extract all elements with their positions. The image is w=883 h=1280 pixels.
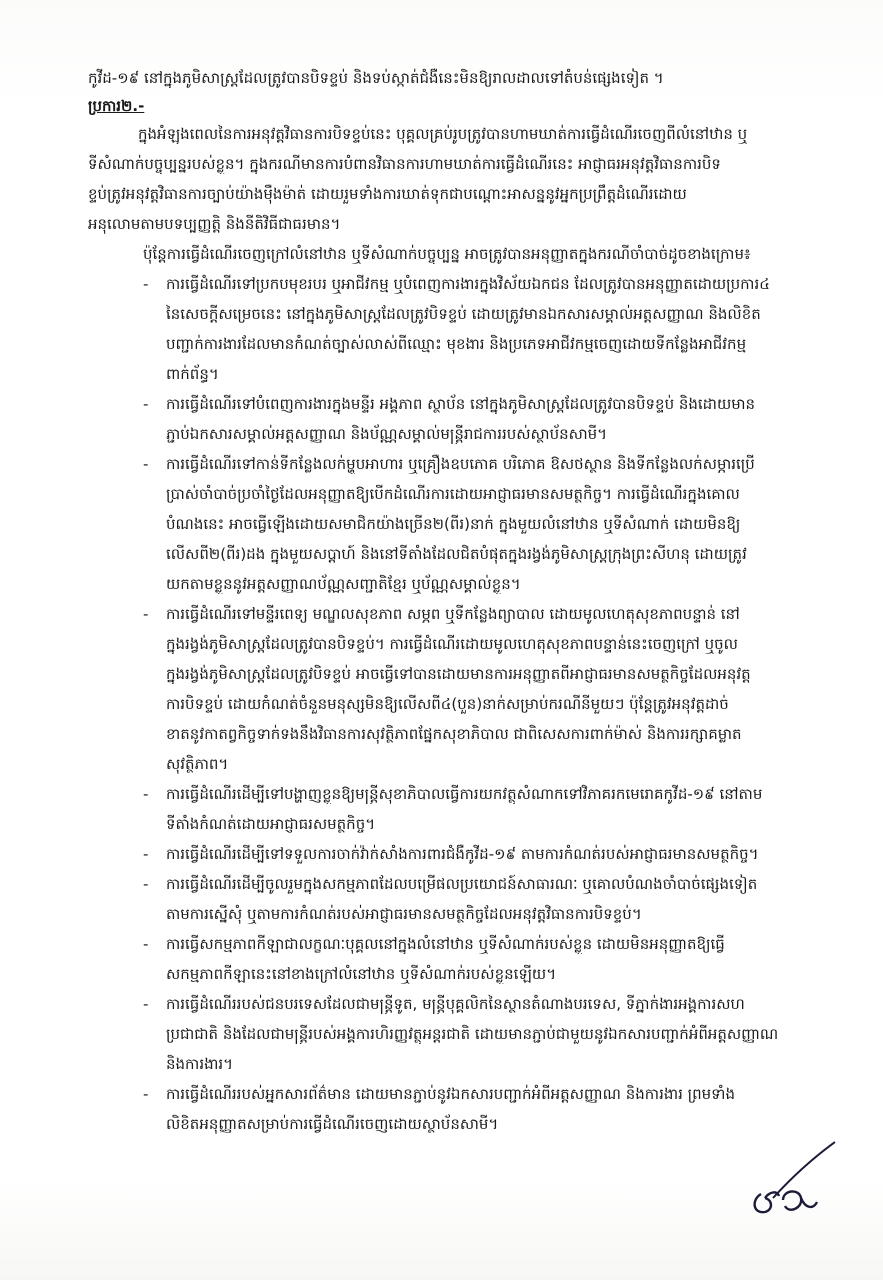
list-item <box>88 394 825 444</box>
list-item-line: ខាតនូវកាតព្វកិច្ចទាក់ទងនឹងវិធានការសុវត្ថិភាពផ្នែកសុខាភិបាល ជាពិសេសការពាក់ម៉ាស់ និងការរក្សាគម្លាត <box>166 725 742 743</box>
list-item-line: ការធ្វើដំណើររបស់ជនបរទេសដែលជាមន្ត្រីទូត, មន្ត្រីបុគ្គលិកនៃស្ថានតំណាងបរទេស, ទីភ្នាក់ងារអង្គការសហ <box>166 995 745 1013</box>
list-item <box>88 604 825 774</box>
list-item-line: លើសពី២(ពីរ)ដង ក្នុងមួយសប្តាហ៍ និងនៅទីតាំងដែលជិតបំផុតក្នុងរង្វង់ភូមិសាស្ត្រក្រុងព្រះសីហនុ ដោយត្រូវ <box>166 545 747 563</box>
list-item <box>88 874 825 924</box>
bullet-dash: - <box>143 455 149 473</box>
bullet-dash: - <box>143 875 149 893</box>
paragraph-line: ខ្ទប់ត្រូវអនុវត្តវិធានការច្បាប់យ៉ាងម៉ឺងម៉ាត់ ដោយរួមទាំងការឃាត់ទុកជាបណ្តោះអាសន្ននូវអ្នកប្រព្រឹត្តដំណើរដោយ <box>88 185 687 203</box>
list-item <box>88 454 825 594</box>
list-item-line: ការធ្វើដំណើរទៅកាន់ទីកន្លែងលក់ម្ហូបអាហារ ឬគ្រឿងឧបភោគ បរិភោគ ឱសថស្ថាន និងទីកន្លែងលក់សម្ភារប្រើ <box>166 455 755 473</box>
paragraph-line: អនុលោមតាមបទប្បញ្ញត្តិ និងនីតិវិធីជាធរមាន។ <box>88 215 341 233</box>
list-item-line: តាមការស្នើសុំ ឬតាមការកំណត់របស់អាជ្ញាធរមានសមត្ថកិច្ចដែលអនុវត្តវិធានការបិទខ្ទប់។ <box>166 905 642 923</box>
bullet-dash: - <box>143 605 149 623</box>
bullet-dash: - <box>143 1085 149 1103</box>
list-item-line: សុវត្ថិភាព។ <box>166 755 229 773</box>
list-item-line: យកតាមខ្លួននូវអត្តសញ្ញាណប័ណ្ណសញ្ជាតិខ្មែរ ឬប័ណ្ណសម្គាល់ខ្លួន។ <box>166 575 521 593</box>
initials-signature <box>743 1138 843 1218</box>
list-item-line: ការធ្វើដំណើរដើម្បីទៅទទួលការចាក់វ៉ាក់សាំងការពារជំងឺកូវីដ-១៩ តាមការកំណត់របស់អាជ្ញាធរមានសមត្ថកិច្ច។ <box>166 845 759 863</box>
paragraph-line: ក្នុងអំឡុងពេលនៃការអនុវត្តវិធានការបិទខ្ទប់នេះ បុគ្គលគ្រប់រូបត្រូវបានហាមឃាត់ការធ្វើដំណើរចេញពីលំនៅឋាន ឬ <box>138 125 748 143</box>
bullet-dash: - <box>143 935 149 953</box>
list-item-line: ក្នុងរង្វង់ភូមិសាស្ត្រដែលត្រូវបានបិទខ្ទប់។ ការធ្វើដំណើរដោយមូលហេតុសុខភាពបន្ទាន់នេះចេញក្រៅ ឬចូល <box>166 635 738 653</box>
list-item-line: បញ្ជាក់ការងារដែលមានកំណត់ច្បាស់លាស់ពីឈ្មោះ មុខងារ និងប្រភេទអាជីវកម្មចេញដោយទីកន្លែងអាជីវកម្ម <box>166 335 747 353</box>
list-item-line: ការធ្វើដំណើរទៅប្រកបមុខរបរ ឬអាជីវកម្ម ឬបំពេញការងារក្នុងវិស័យឯកជន ដែលត្រូវបានអនុញ្ញាតដោយប្រការ៤ <box>166 275 770 293</box>
list-item-line: ការបិទខ្ទប់ ដោយកំណត់ចំនួនមនុស្សមិនឱ្យលើសពី៤(បួន)នាក់សម្រាប់ករណីនីមួយៗ ប៉ុន្តែត្រូវអនុវត្តដាច់ <box>166 695 729 713</box>
list-item <box>88 994 825 1074</box>
list-item-line: លិខិតអនុញ្ញាតសម្រាប់ការធ្វើដំណើរចេញដោយស្ថាប័នសាមី។ <box>166 1115 499 1133</box>
list-item-line: នៃសេចក្តីសម្រេចនេះ នៅក្នុងភូមិសាស្ត្រដែលត្រូវបិទខ្ទប់ ដោយត្រូវមានឯកសារសម្គាល់អត្តសញ្ញាណ និងលិខិត <box>166 305 761 323</box>
article-heading: ប្រការ២.- <box>88 97 145 115</box>
list-item <box>88 274 825 384</box>
bullet-dash: - <box>143 395 149 413</box>
list-item <box>88 934 825 984</box>
bullet-dash: - <box>143 995 149 1013</box>
list-item-line: ក្នុងរង្វង់ភូមិសាស្ត្រដែលត្រូវបិទខ្ទប់ អាចធ្វើទៅបានដោយមានការអនុញ្ញាតពីអាជ្ញាធរមានសមត្ថកិច្ចដែលអនុវត្ត <box>166 665 751 683</box>
list-item-line: ការធ្វើដំណើរទៅមន្ទីរពេទ្យ មណ្ឌលសុខភាព សម្ភព ឬទីកន្លែងព្យាបាល ដោយមូលហេតុសុខភាពបន្ទាន់ នៅ <box>166 605 740 623</box>
list-item <box>88 1084 825 1134</box>
bullet-dash: - <box>143 845 149 863</box>
list-item-line: បំណងនេះ អាចធ្វើឡើងដោយសមាជិកយ៉ាងច្រើន២(ពីរ)នាក់ ក្នុងមួយលំនៅឋាន ឬទីសំណាក់ ដោយមិនឱ្យ <box>166 515 741 533</box>
list-item-line: ទីតាំងកំណត់ដោយអាជ្ញាធរសមត្ថកិច្ច។ <box>166 815 376 833</box>
paragraph-line: ទីសំណាក់បច្ចុប្បន្នរបស់ខ្លួន។ ក្នុងករណីមានការបំពានវិធានការហាមឃាត់ការធ្វើដំណើរនេះ អាជ្ញាធរអនុវត្តវិធានការបិទ <box>88 155 721 173</box>
list-item-line: ពាក់ព័ន្ធ។ <box>166 365 219 383</box>
exceptions-intro: ប៉ុន្តែការធ្វើដំណើរចេញក្រៅលំនៅឋាន ឬទីសំណាក់បច្ចុប្បន្ន អាចត្រូវបានអនុញ្ញាតក្នុងករណីចាំបាច់ដូចខាងក្រោម៖ <box>143 245 751 263</box>
list-item-line: និងការងារ។ <box>166 1055 234 1073</box>
exceptions-list <box>88 274 825 1134</box>
bullet-dash: - <box>143 785 149 803</box>
list-item <box>88 844 825 864</box>
list-item-line: ការធ្វើដំណើររបស់អ្នកសារព័ត៌មាន ដោយមានភ្ជាប់នូវឯកសារបញ្ជាក់អំពីអត្តសញ្ញាណ និងការងារ ព្រមទាំង <box>166 1085 735 1103</box>
list-item-line: ភ្ជាប់ឯកសារសម្គាល់អត្តសញ្ញាណ និងប័ណ្ណសម្គាល់មន្ត្រីរាជការរបស់ស្ថាប័នសាមី។ <box>166 425 608 443</box>
bullet-dash: - <box>143 275 149 293</box>
list-item-line: ការធ្វើដំណើរដើម្បីទៅបង្ហាញខ្លួនឱ្យមន្ត្រីសុខាភិបាលធ្វើការយកវត្ថុសំណាកទៅវិភាគរកមេរោគកូវីដ-១៩ នៅតាម <box>166 785 763 803</box>
continuation-line: កូវីដ-១៩ នៅក្នុងភូមិសាស្ត្រដែលត្រូវបានបិទខ្ទប់ និងទប់ស្កាត់ជំងឺនេះមិនឱ្យរាលដាលទៅតំបន់ផ្សេងទៀត ។ <box>88 69 664 87</box>
list-item-line: ការធ្វើដំណើរដើម្បីចូលរួមក្នុងសកម្មភាពដែលបម្រើផលប្រយោជន៍សាធារណៈ ឬគោលបំណងចាំបាច់ផ្សេងទៀត <box>166 875 758 893</box>
list-item-line: សកម្មភាពកីឡានេះនៅខាងក្រៅលំនៅឋាន ឬទីសំណាក់របស់ខ្លួនឡើយ។ <box>166 965 557 983</box>
list-item-line: ប្រជាជាតិ និងដែលជាមន្ត្រីរបស់អង្គការហិរញ្ញវត្ថុអន្តរជាតិ ដោយមានភ្ជាប់ជាមួយនូវឯកសារបញ្ជាក់អំពីអត្តសញ្ញាណ <box>166 1025 779 1043</box>
list-item-line: ប្រាស់ចាំបាច់ប្រចាំថ្ងៃដែលអនុញ្ញាតឱ្យបើកដំណើរការដោយអាជ្ញាធរមានសមត្ថកិច្ច។ ការធ្វើដំណើរក្នុងគោល <box>166 485 740 503</box>
list-item <box>88 784 825 834</box>
article-paragraph <box>88 124 825 234</box>
list-item-line: ការធ្វើសកម្មភាពកីឡាជាលក្ខណៈបុគ្គលនៅក្នុងលំនៅឋាន ឬទីសំណាក់របស់ខ្លួន ដោយមិនអនុញ្ញាតឱ្យធ្វើ <box>166 935 725 953</box>
list-item-line: ការធ្វើដំណើរទៅបំពេញការងារក្នុងមន្ទីរ អង្គភាព ស្ថាប័ន នៅក្នុងភូមិសាស្ត្រដែលត្រូវបានបិទខ្ទប់ និងដោយមាន <box>166 395 756 413</box>
